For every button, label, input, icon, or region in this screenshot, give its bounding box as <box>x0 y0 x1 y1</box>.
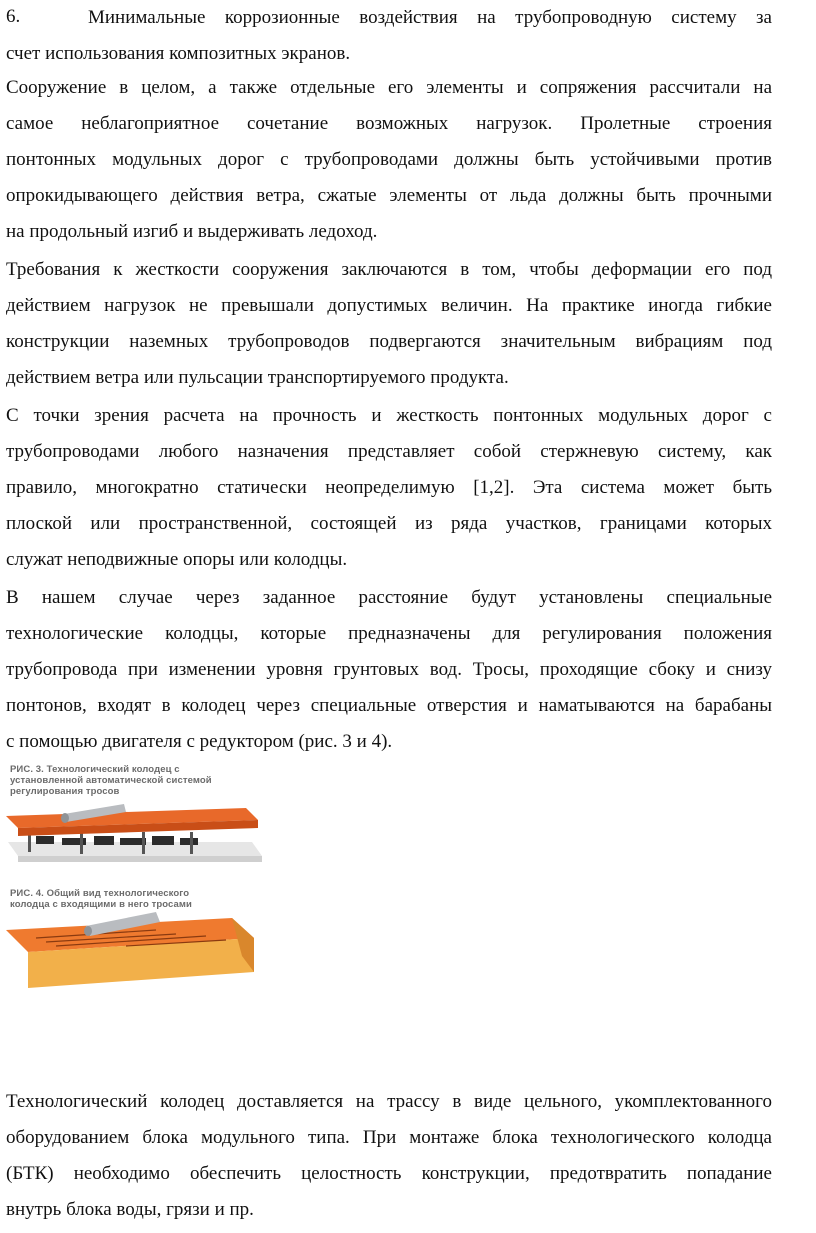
paragraph-line: самое неблагоприятное сочетание возможных нагрузок. Пролетные строения <box>6 113 772 134</box>
paragraph-line: внутрь блока воды, грязи и пр. <box>6 1199 254 1220</box>
paragraph-line: правило, многократно статически неопределимую [1,2]. Эта система может быть <box>6 477 772 498</box>
figure-caption-line: колодца с входящими в него тросами <box>10 899 192 910</box>
paragraph-line: Требования к жесткости сооружения заключаются в том, чтобы деформации его под <box>6 259 772 280</box>
paragraph-line: опрокидывающего действия ветра, сжатые элементы от льда должны быть прочными <box>6 185 772 206</box>
paragraph-line: действием нагрузок не превышали допустимых величин. На практике иногда гибкие <box>6 295 772 316</box>
paragraph-line: на продольный изгиб и выдерживать ледоход. <box>6 221 378 242</box>
paragraph-line: конструкции наземных трубопроводов подвергаются значительным вибрациям под <box>6 331 772 352</box>
figure-caption-line: РИС. 4. Общий вид технологического <box>10 888 190 899</box>
section-title-line-1: Минимальные коррозионные воздействия на трубопроводную систему за <box>88 7 772 28</box>
section-number: 6. <box>6 6 21 27</box>
figure-4-illustration <box>6 912 266 1002</box>
paragraph-line: С точки зрения расчета на прочность и жесткость понтонных модульных дорог с <box>6 405 772 426</box>
paragraph-line: действием ветра или пульсации транспортируемого продукта. <box>6 367 509 388</box>
paragraph-line: оборудованием блока модульного типа. При монтаже блока технологического колодца <box>6 1127 772 1148</box>
paragraph-line: (БТК) необходимо обеспечить целостность конструкции, предотвратить попадание <box>6 1163 772 1184</box>
figure-caption-line: регулирования тросов <box>10 786 120 797</box>
paragraph-line: с помощью двигателя с редуктором (рис. 3 и 4). <box>6 731 393 752</box>
figure-3 <box>6 762 266 872</box>
figure-3-illustration <box>6 798 266 872</box>
paragraph-line: понтонных модульных дорог с трубопроводами должны быть устойчивыми против <box>6 149 772 170</box>
figure-caption-line: РИС. 3. Технологический колодец с <box>10 764 180 775</box>
paragraph-line: Сооружение в целом, а также отдельные его элементы и сопряжения рассчитали на <box>6 77 772 98</box>
figure-caption-line: установленной автоматической системой <box>10 775 212 786</box>
paragraph-line: Технологический колодец доставляется на трассу в виде цельного, укомплектованного <box>6 1091 772 1112</box>
figure-4-caption <box>10 888 192 910</box>
paragraph-line: служат неподвижные опоры или колодцы. <box>6 549 348 570</box>
section-title-line-2: счет использования композитных экранов. <box>6 43 351 64</box>
paragraph-line: понтонов, входят в колодец через специальные отверстия и наматываются на барабаны <box>6 695 772 716</box>
paragraph-line: трубопровода при изменении уровня грунтовых вод. Тросы, проходящие сбоку и снизу <box>6 659 772 680</box>
paragraph-line: трубопроводами любого назначения представляет собой стержневую систему, как <box>6 441 772 462</box>
paragraph-line: В нашем случае через заданное расстояние будут установлены специальные <box>6 587 772 608</box>
paragraph-line: технологические колодцы, которые предназначены для регулирования положения <box>6 623 772 644</box>
paragraph-line: плоской или пространственной, состоящей из ряда участков, границами которых <box>6 513 772 534</box>
figure-4 <box>6 886 266 1002</box>
figure-3-caption <box>10 764 212 797</box>
